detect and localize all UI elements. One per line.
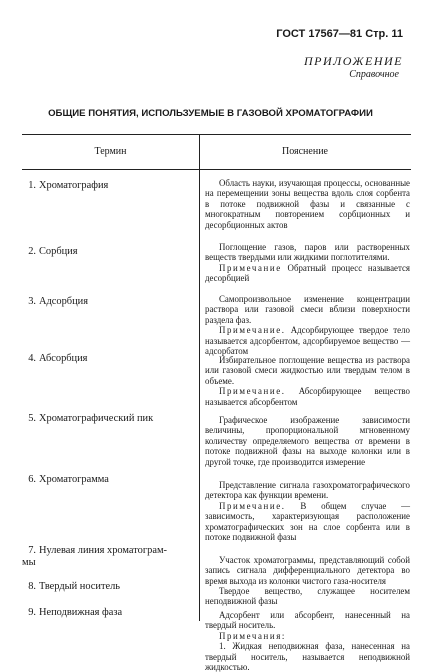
term-row: 2. Сорбция: [28, 246, 78, 257]
column-divider: [199, 135, 200, 621]
explanation-9-notes-label: Примечания:: [219, 630, 286, 641]
terms-table: [22, 134, 411, 672]
term-row: 1. Хроматография: [28, 180, 109, 191]
explanation-8: Твердое вещество, служащее носителем неподвижной фазы: [205, 586, 410, 607]
term-row: 8. Твердый носитель: [28, 581, 121, 592]
term-row: 5. Хроматографический пик: [28, 413, 154, 424]
term-row: 6. Хроматограмма: [28, 474, 109, 485]
header-divider: [22, 169, 411, 170]
term-row: 7. Нулевая линия хроматограм- мы: [22, 545, 167, 568]
appendix-subtitle: Справочное: [349, 69, 399, 80]
column-header-term: Термин: [94, 146, 127, 157]
explanation-6: Представление сигнала газохроматографического детектора как функции времени. Примечание. В общем случае — зависимость, характеризующая расположение хроматографических зон на слое сорбента или в потоке подвижной фазы: [205, 480, 410, 543]
explanation-3: Самопроизвольное изменение концентрации раствора или газовой смеси вблизи поверхности раздела фаз. Примечание. Адсорбирующее твердое тело называется адсорбентом, адсорбируемое вещество — адсорбатом: [205, 294, 410, 357]
explanation-7: Участок хроматограммы, представляющий собой запись сигнала дифференциального детектора во время выхода из колонки чистого газа-носителя: [205, 555, 410, 586]
explanation-1: Область науки, изучающая процессы, основанные на перемещении зоны вещества вдоль слоя сорбента в потоке подвижной фазы и связанные с многократным повторением сорбционных и десорбционных актов: [205, 178, 410, 230]
term-row: 9. Неподвижная фаза: [28, 607, 123, 618]
explanation-9-main: Адсорбент или абсорбент, нанесенный на твердый носитель.: [205, 610, 410, 631]
term-row: 4. Абсорбция: [28, 353, 88, 364]
explanation-5: Графическое изображение зависимости величины, пропорциональной мгновенному количеству определяемого вещества от времени в потоке подвижной фазы на выходе колонки или в другой точке, где производится измерение: [205, 415, 410, 467]
explanation-2: Поглощение газов, паров или растворенных веществ твердыми или жидкими поглотителями. Примечание Обратный процесс называется десорбцией: [205, 242, 410, 284]
page-header: ГОСТ 17567—81 Стр. 11: [276, 28, 403, 40]
term-row: 3. Адсорбция: [28, 296, 88, 307]
explanation-9: [205, 610, 410, 672]
explanation-9-note-1: 1. Жидкая неподвижная фаза, нанесенная на твердый носитель, называется неподвижной жидкостью.: [205, 641, 410, 672]
explanation-4: Избирательное поглощение вещества из раствора или газовой смеси жидкостью или твердым телом в объеме. Примечание. Абсорбирующее вещество называется абсорбентом: [205, 355, 410, 407]
column-header-explanation: Пояснение: [281, 146, 328, 157]
document-title: ОБЩИЕ ПОНЯТИЯ, ИСПОЛЬЗУЕМЫЕ В ГАЗОВОЙ ХРОМАТОГРАФИИ: [48, 108, 373, 119]
appendix-title: ПРИЛОЖЕНИЕ: [304, 54, 403, 68]
